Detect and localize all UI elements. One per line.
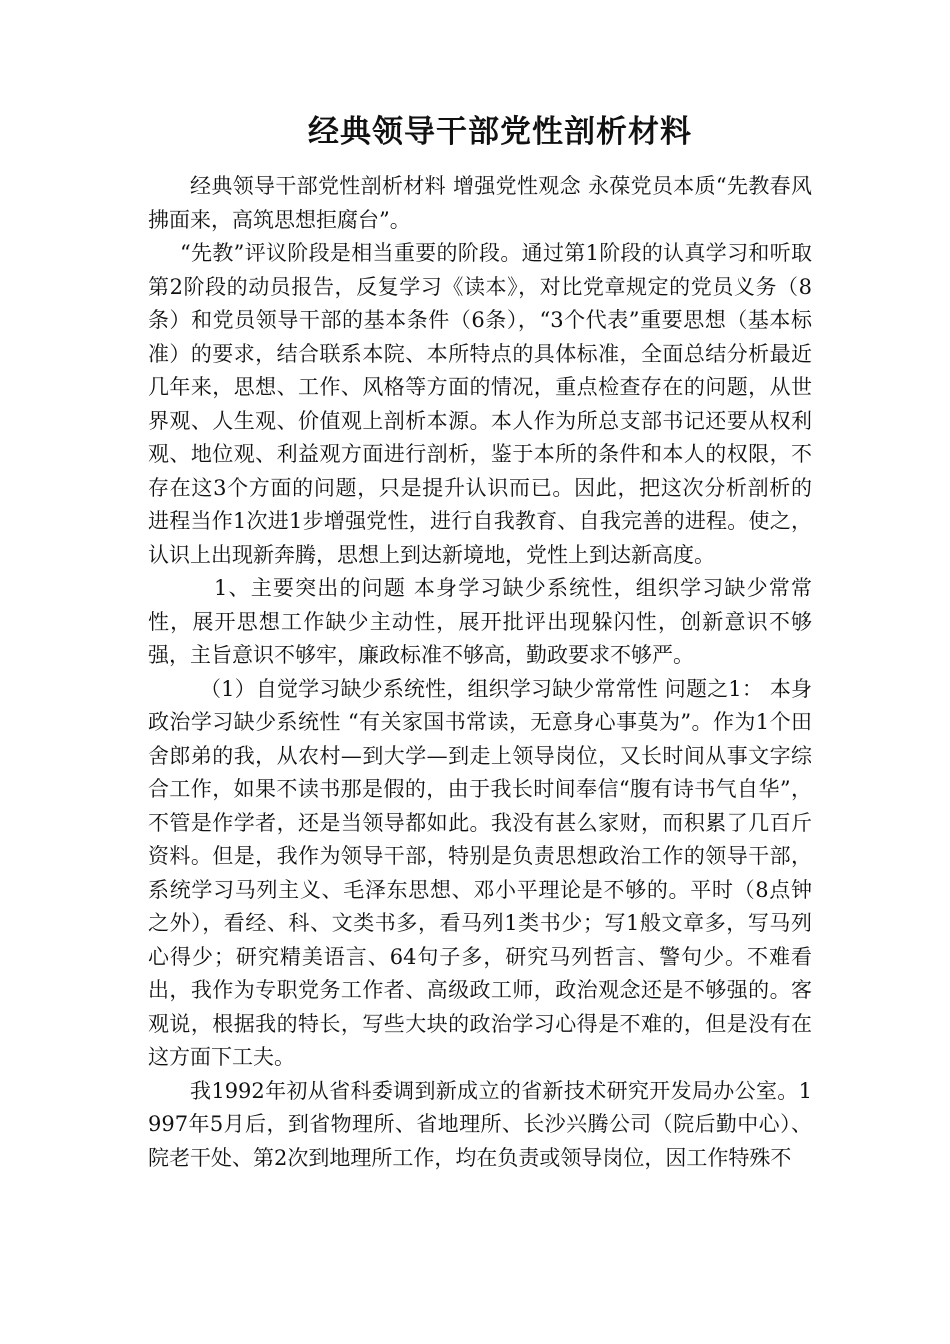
document-title: 经典领导干部党性剖析材料 (308, 114, 692, 150)
paragraph-evaluation-stage: “先教”评议阶段是相当重要的阶段。通过第1阶段的认真学习和听取第2阶段的动员报告，反复学习《读本》，对比党章规定的党员义务（8条）和党员领导干部的基本条件（6条），“3个代表”重要思想（基本标准）的要求，结合联系本院、本所特点的具体标准，全面总结分析最近几年来，思想、工作、风格等方面的情况，重点检查存在的问题，从世界观、人生观、价值观上剖析本源。本人作为所总支部书记还要从权利观、地位观、利益观方面进行剖析，鉴于本所的条件和本人的权限，不存在这3个方面的问题，只是提升认识而已。因此，把这次分析剖析的进程当作1次进1步增强党性，进行自我教育、自我完善的进程。使之，认识上出现新奔腾，思想上到达新境地，党性上到达新高度。 (148, 241, 812, 567)
paragraph-study-problem: （1）自觉学习缺少系统性，组织学习缺少常常性 问题之1： 本身政治学习缺少系统性 “有关家国书常读，无意身心事莫为”。作为1个田舍郎弟的我，从农村—到大学—到走上领导岗位，又长时间从事文字综合工作，如果不读书那是假的，由于我长时间奉信“腹有诗书气自华”，不管是作学者，还是当领导都如此。我没有甚么家财，而积累了几百斤资料。但是，我作为领导干部，特别是负责思想政治工作的领导干部，系统学习马列主义、毛泽东思想、邓小平理论是不够的。平时（8点钟之外），看经、科、文类书多，看马列1类书少；写1般文章多，写马列心得少；研究精美语言、64句子多，研究马列哲言、警句少。不难看出，我作为专职党务工作者、高级政工师，政治观念还是不够强的。客观说，根据我的特长，写些大块的政治学习心得是不难的，但是没有在这方面下工夫。 (148, 676, 812, 1069)
paragraph-intro: 经典领导干部党性剖析材料 增强党性观念 永葆党员本质“先教春风拂面来，高筑思想拒腐台”。 (148, 174, 812, 232)
paragraph-main-problems: 1、主要突出的问题 本身学习缺少系统性，组织学习缺少常常性，展开思想工作缺少主动性，展开批评出现躲闪性，创新意识不够强，主旨意识不够牢，廉政标准不够高，勤政要求不够严。 (148, 576, 812, 667)
document-page (148, 112, 812, 1175)
paragraph-career-history: 我1992年初从省科委调到新成立的省新技术研究开发局办公室。1997年5月后，到省物理所、省地理所、长沙兴腾公司（院后勤中心）、院老干处、第2次到地理所工作，均在负责或领导岗位，因工作特殊不 (148, 1078, 812, 1170)
